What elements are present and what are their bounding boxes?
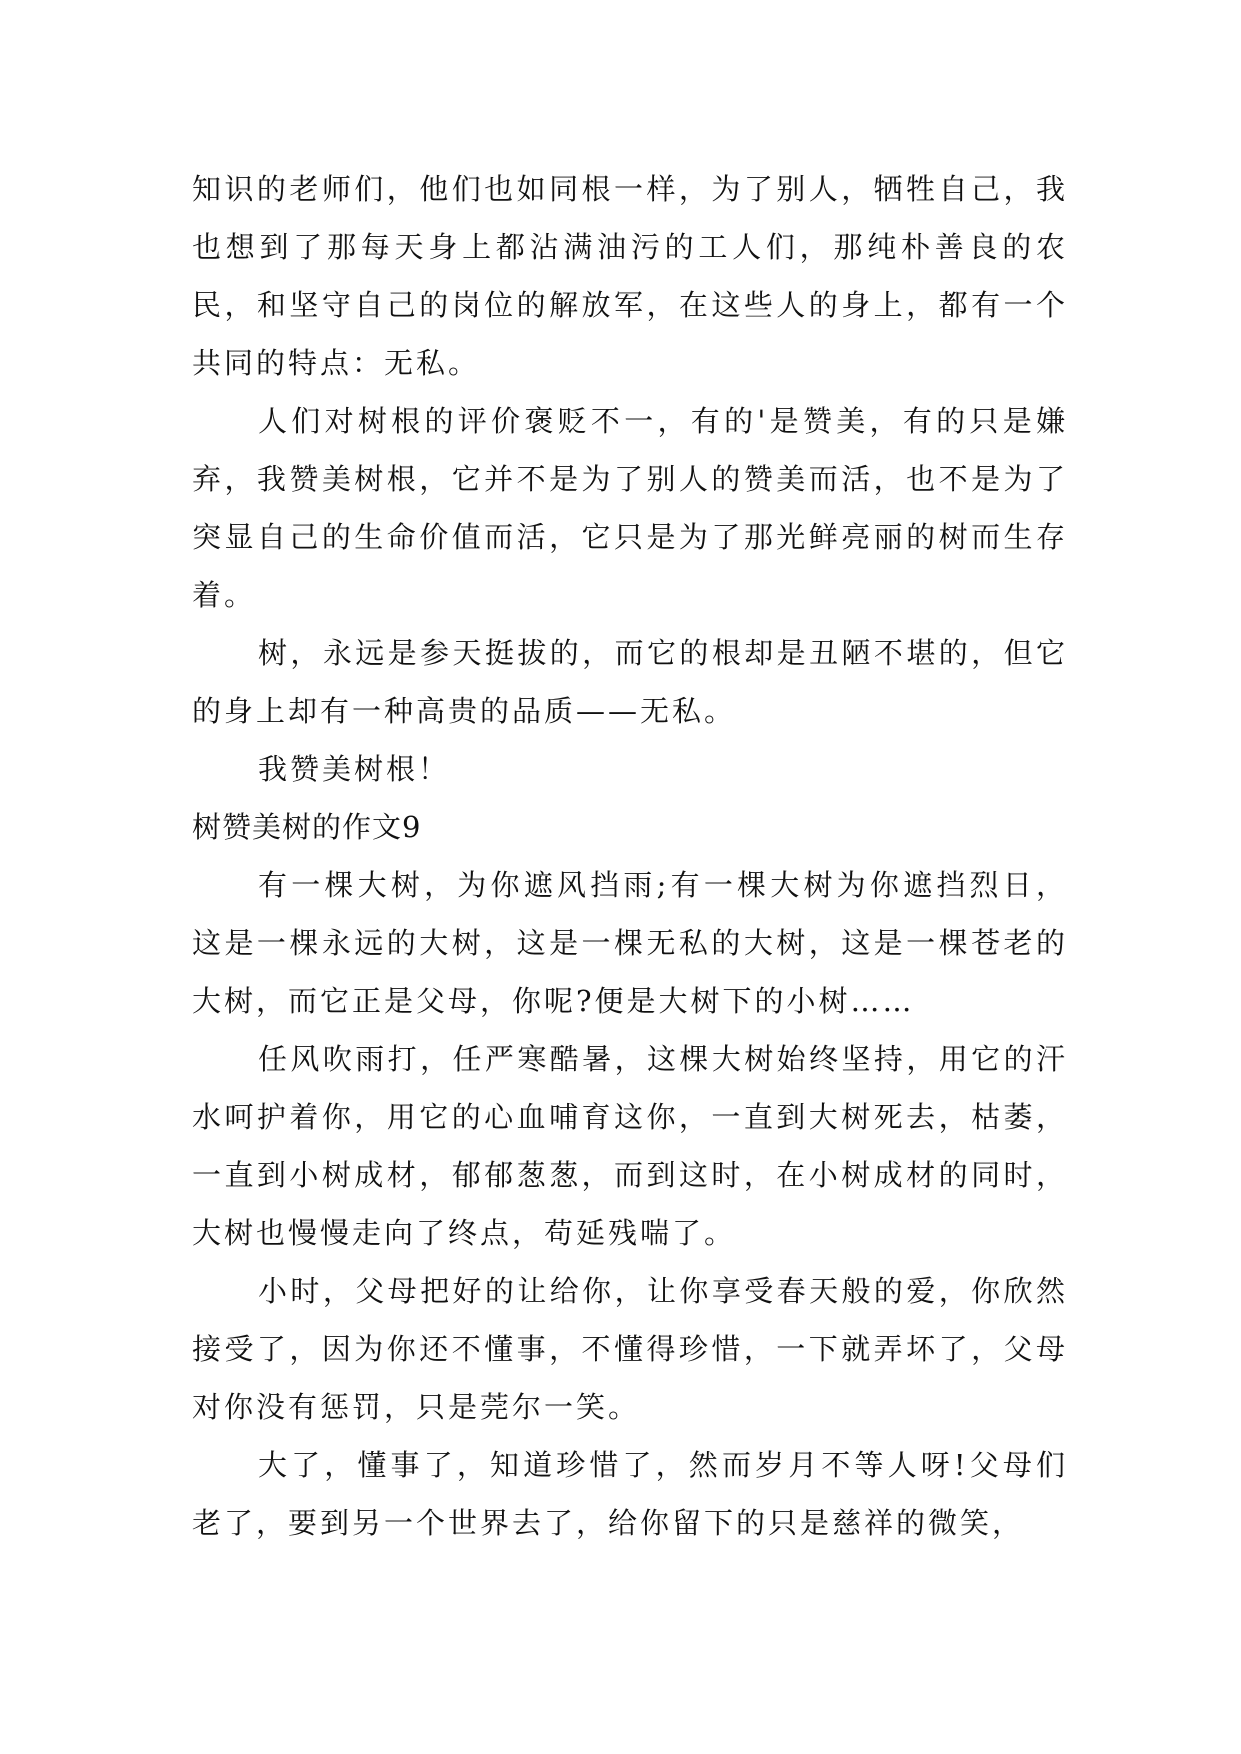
document-body (192, 160, 1068, 1552)
section-heading: 树赞美树的作文9 (192, 810, 422, 844)
paragraph-4: 我赞美树根！ (258, 752, 451, 786)
paragraph-1: 知识的老师们，他们也如同根一样，为了别人，牺牲自己，我也想到了那每天身上都沾满油污的工人们，那纯朴善良的农民，和坚守自己的岗位的解放军，在这些人的身上，都有一个共同的特点：无私。 (192, 172, 1068, 380)
paragraph-7: 小时，父母把好的让给你，让你享受春天般的爱，你欣然接受了，因为你还不懂事，不懂得珍惜，一下就弄坏了，父母对你没有惩罚，只是莞尔一笑。 (192, 1274, 1068, 1424)
paragraph-2: 人们对树根的评价褒贬不一，有的'是赞美，有的只是嫌弃，我赞美树根，它并不是为了别人的赞美而活，也不是为了突显自己的生命价值而活，它只是为了那光鲜亮丽的树而生存着。 (192, 404, 1068, 612)
paragraph-3: 树，永远是参天挺拔的，而它的根却是丑陋不堪的，但它的身上却有一种高贵的品质——无私。 (192, 636, 1068, 728)
paragraph-8: 大了，懂事了，知道珍惜了，然而岁月不等人呀!父母们老了，要到另一个世界去了，给你留下的只是慈祥的微笑， (192, 1448, 1068, 1540)
paragraph-6: 任风吹雨打，任严寒酷暑，这棵大树始终坚持，用它的汗水呵护着你，用它的心血哺育这你，一直到大树死去，枯萎，一直到小树成材，郁郁葱葱，而到这时，在小树成材的同时，大树也慢慢走向了终点，苟延残喘了。 (192, 1042, 1068, 1250)
paragraph-5: 有一棵大树，为你遮风挡雨;有一棵大树为你遮挡烈日，这是一棵永远的大树，这是一棵无私的大树，这是一棵苍老的大树，而它正是父母，你呢?便是大树下的小树…… (192, 868, 1068, 1018)
